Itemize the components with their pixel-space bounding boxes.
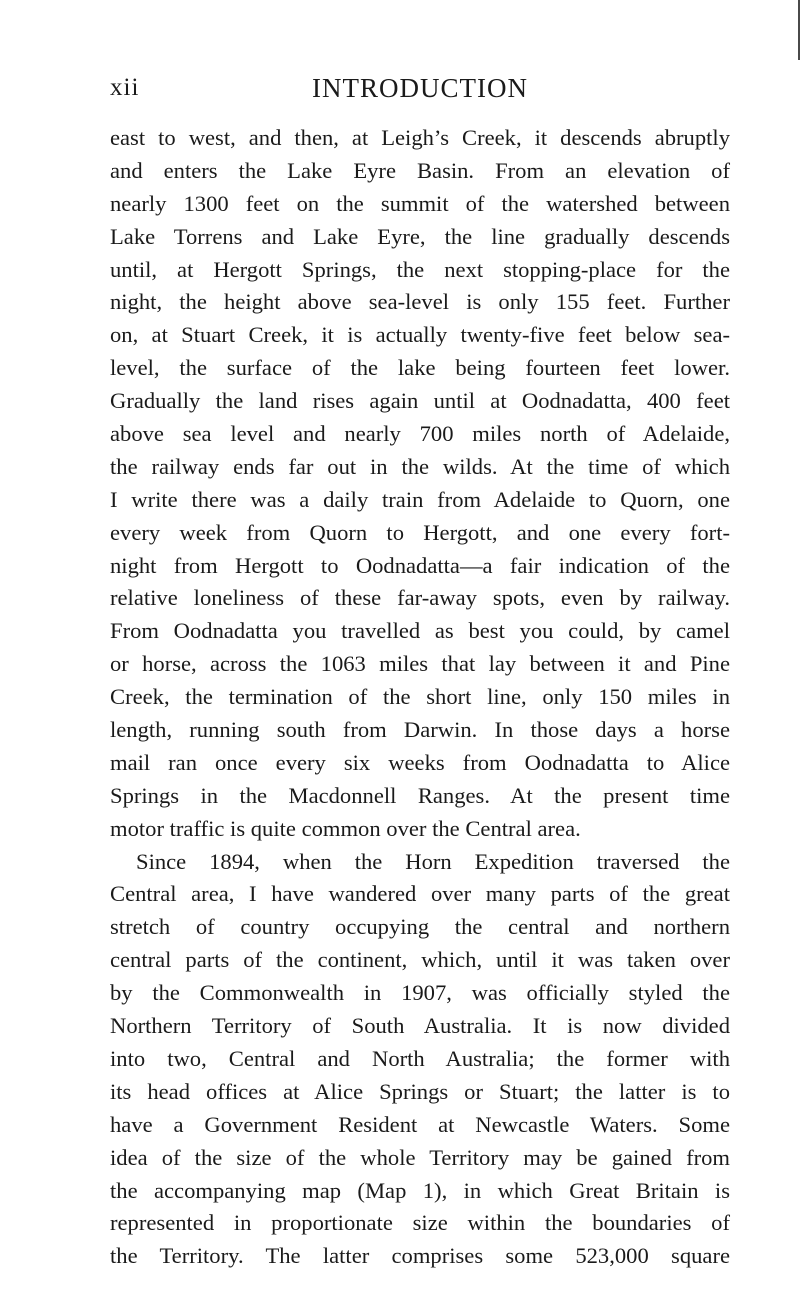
text-line: From Oodnadatta you travelled as best you could, by camel: [110, 618, 730, 644]
text-line: by the Commonwealth in 1907, was officially styled the: [110, 980, 730, 1006]
text-line: on, at Stuart Creek, it is actually twenty-five feet below sea-: [110, 322, 730, 348]
text-line: motor traffic is quite common over the Central area.: [110, 815, 581, 841]
text-line: Springs in the Macdonnell Ranges. At the present time: [110, 782, 730, 808]
text-line: every week from Quorn to Hergott, and one every fort-: [110, 519, 730, 545]
text-line: night, the height above sea-level is only 155 feet. Further: [110, 289, 730, 315]
text-line: the Territory. The latter comprises some 523,000 square: [110, 1243, 730, 1269]
text-line: central parts of the continent, which, until it was taken over: [110, 947, 730, 973]
text-line: east to west, and then, at Leigh’s Creek, it descends abruptly: [110, 125, 730, 150]
text-line: level, the surface of the lake being fourteen feet lower.: [110, 355, 730, 381]
text-line: Gradually the land rises again until at Oodnadatta, 400 feet: [110, 388, 730, 414]
text-line: Central area, I have wandered over many parts of the great: [110, 881, 730, 907]
text-line: length, running south from Darwin. In those days a horse: [110, 717, 730, 743]
text-line: and enters the Lake Eyre Basin. From an elevation of: [110, 157, 730, 183]
body-text: [110, 122, 730, 1273]
text-line: mail ran once every six weeks from Oodnadatta to Alice: [110, 749, 730, 775]
text-line: Since 1894, when the Horn Expedition traversed the: [136, 848, 730, 874]
page-number: xii: [110, 74, 140, 101]
text-line: Lake Torrens and Lake Eyre, the line gradually descends: [110, 223, 730, 249]
text-line: above sea level and nearly 700 miles north of Adelaide,: [110, 421, 730, 447]
text-line: the railway ends far out in the wilds. At the time of which: [110, 453, 730, 479]
text-line: represented in proportionate size within the boundaries of: [110, 1210, 730, 1236]
text-line: its head offices at Alice Springs or Stuart; the latter is to: [110, 1078, 730, 1104]
text-line: Northern Territory of South Australia. It is now divided: [110, 1013, 730, 1039]
text-line: into two, Central and North Australia; the former with: [110, 1045, 730, 1071]
text-line: or horse, across the 1063 miles that lay between it and Pine: [110, 651, 730, 677]
text-line: stretch of country occupying the central and northern: [110, 914, 730, 940]
text-line: night from Hergott to Oodnadatta—a fair indication of the: [110, 552, 730, 578]
text-line: Creek, the termination of the short line, only 150 miles in: [110, 684, 730, 710]
running-head: [110, 68, 730, 108]
text-line: have a Government Resident at Newcastle Waters. Some: [110, 1111, 730, 1137]
text-line: relative loneliness of these far-away spots, even by railway.: [110, 585, 730, 611]
running-title: INTRODUCTION: [312, 73, 528, 103]
text-line: until, at Hergott Springs, the next stopping-place for the: [110, 256, 730, 282]
text-line: idea of the size of the whole Territory may be gained from: [110, 1144, 730, 1170]
text-line: I write there was a daily train from Adelaide to Quorn, one: [110, 486, 730, 512]
text-line: the accompanying map (Map 1), in which Great Britain is: [110, 1177, 730, 1203]
text-line: nearly 1300 feet on the summit of the watershed between: [110, 190, 730, 216]
